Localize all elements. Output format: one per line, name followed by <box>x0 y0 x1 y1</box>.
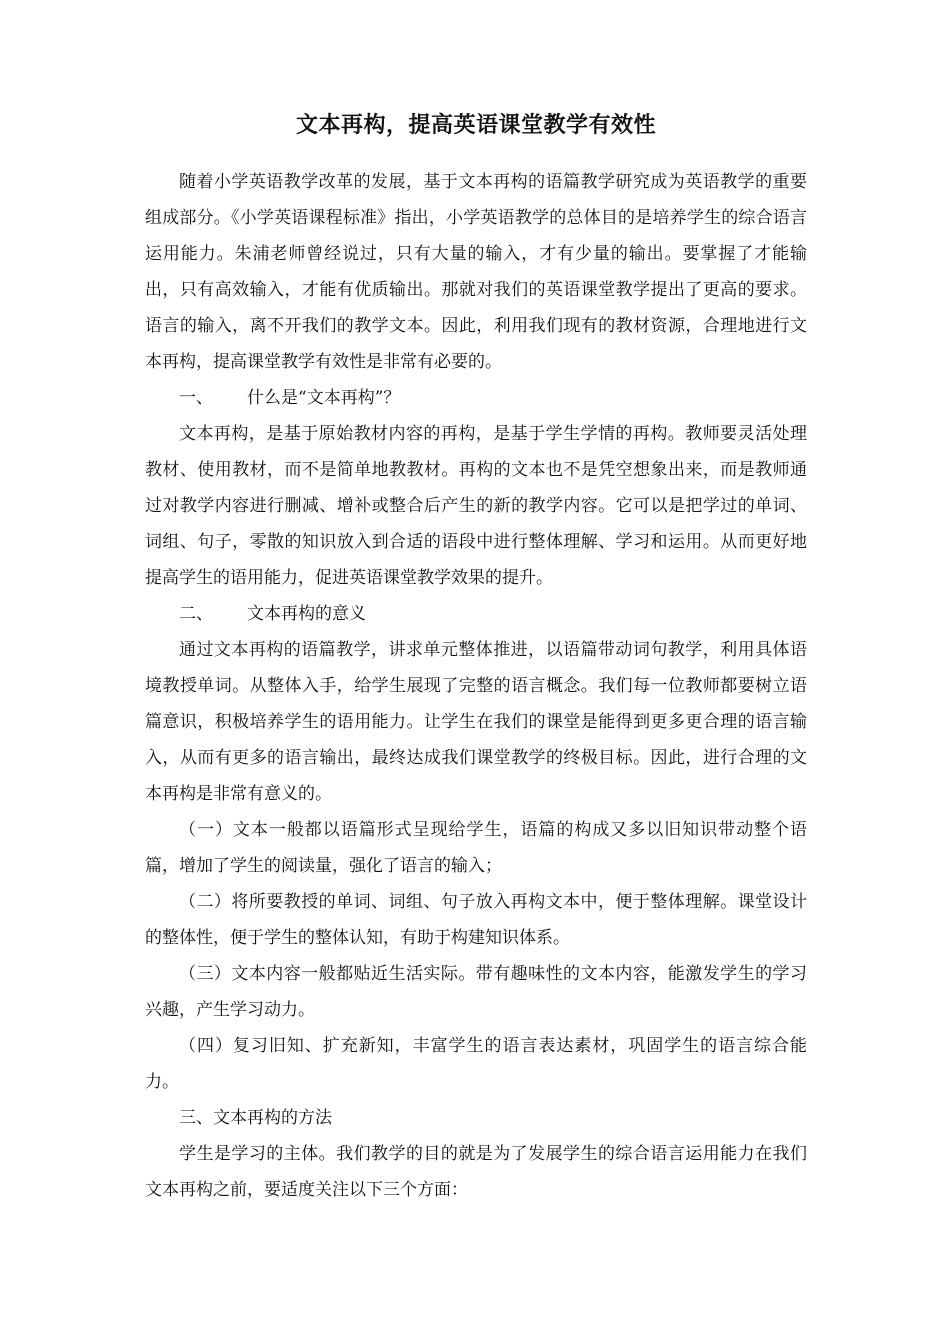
section-2-heading <box>145 596 807 632</box>
section-2-paragraph: 通过文本再构的语篇教学，讲求单元整体推进，以语篇带动词句教学，利用具体语境教授单词。从整体入手，给学生展现了完整的语言概念。我们每一位教师都要树立语篇意识，积极培养学生的语用能力。让学生在我们的课堂是能得到更多更合理的语言输入，从而有更多的语言输出，最终达成我们课堂教学的终极目标。因此，进行合理的文本再构是非常有意义的。 <box>145 640 807 804</box>
document-page <box>145 112 807 1208</box>
section-1-number: 一、 <box>179 388 213 408</box>
document-title: 文本再构，提高英语课堂教学有效性 <box>295 113 656 138</box>
section-1-heading <box>145 380 807 416</box>
section-2-point-3: （三）文本内容一般都贴近生活实际。带有趣味性的文本内容，能激发学生的学习兴趣，产生学习动力。 <box>145 964 807 1020</box>
section-2-number: 二、 <box>179 604 213 624</box>
section-3-heading: 三、文本再构的方法 <box>179 1108 332 1128</box>
intro-paragraph: 随着小学英语教学改革的发展，基于文本再构的语篇教学研究成为英语教学的重要组成部分。《小学英语课程标准》指出，小学英语教学的总体目的是培养学生的综合语言运用能力。朱浦老师曾经说过，只有大量的输入，才有少量的输出。要掌握了才能输出，只有高效输入，才能有优质输出。那就对我们的英语课堂教学提出了更高的要求。语言的输入，离不开我们的教学文本。因此，利用我们现有的教材资源，合理地进行文本再构，提高课堂教学有效性是非常有必要的。 <box>145 172 807 372</box>
section-3-paragraph: 学生是学习的主体。我们教学的目的就是为了发展学生的综合语言运用能力在我们文本再构之前，要适度关注以下三个方面： <box>145 1144 807 1200</box>
section-2-point-1: （一）文本一般都以语篇形式呈现给学生，语篇的构成又多以旧知识带动整个语篇，增加了学生的阅读量，强化了语言的输入； <box>145 820 807 876</box>
section-1-title: 什么是“文本再构”？ <box>247 388 401 408</box>
section-2-point-2: （二）将所要教授的单词、词组、句子放入再构文本中，便于整体理解。课堂设计的整体性，便于学生的整体认知，有助于构建知识体系。 <box>145 892 807 948</box>
section-2-title: 文本再构的意义 <box>247 604 366 624</box>
document-body <box>145 164 807 1208</box>
section-1-paragraph: 文本再构，是基于原始教材内容的再构，是基于学生学情的再构。教师要灵活处理教材、使用教材，而不是简单地教教材。再构的文本也不是凭空想象出来，而是教师通过对教学内容进行删减、增补或整合后产生的新的教学内容。它可以是把学过的单词、词组、句子，零散的知识放入到合适的语段中进行整体理解、学习和运用。从而更好地提高学生的语用能力，促进英语课堂教学效果的提升。 <box>145 424 807 588</box>
section-2-point-4: （四）复习旧知、扩充新知，丰富学生的语言表达素材，巩固学生的语言综合能力。 <box>145 1036 807 1092</box>
